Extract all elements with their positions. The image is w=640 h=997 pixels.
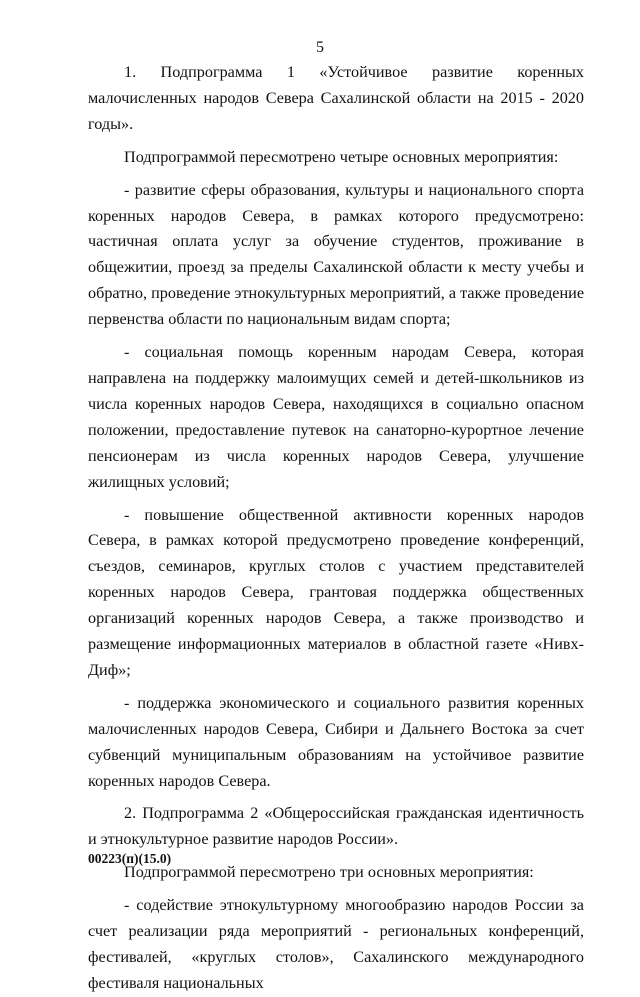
paragraph-subprogram-1-title: 1. Подпрограмма 1 «Устойчивое развитие коренных малочисленных народов Севера Сахалинской области на 2015 - 2020 годы». [88,63,584,133]
paragraph-measures-count-2: Подпрограммой пересмотрено три основных мероприятия: [124,863,534,882]
document-code: 00223(п)(15.0) [88,851,172,866]
paragraph-public-activity: - повышение общественной активности коренных народов Севера, в рамках которой предусмотрено проведение конференций, съездов, семинаров, круглых столов с участием представителей коренных народов Севера, грантовая поддержка общественных организаций коренных народов Севера, а также производство и размещение информационных материалов в областной газете «Нивх-Диф»; [88,505,584,679]
paragraph-subprogram-2-title: 2. Подпрограмма 2 «Общероссийская гражданская идентичность и этнокультурное развитие народов России». [88,804,584,849]
page-number: 5 [316,39,324,56]
paragraph-education-culture-sport: - развитие сферы образования, культуры и национального спорта коренных народов Севера, в рамках которого предусмотрено: частичная оплата услуг за обучение студентов, проживание в общежитии, проезд за пределы Сахалинской области к месту учебы и обратно, проведение этнокультурных мероприятий, а также проведение первенства области по национальным видам спорта; [88,180,584,329]
paragraph-ethnocultural-diversity: - содействие этнокультурному многообразию народов России за счет реализации ряда мероприятий - региональных конференций, фестивалей, «круглых столов», Сахалинского международного фестиваля национальных [88,896,584,992]
paragraph-economic-support: - поддержка экономического и социального развития коренных малочисленных народов Севера, Сибири и Дальнего Востока за счет субвенций муниципальным образованиям на устойчивое развитие коренных народов Севера. [88,693,584,790]
paragraph-measures-count-1: Подпрограммой пересмотрено четыре основных мероприятия: [124,147,559,166]
paragraph-social-assistance: - социальная помощь коренным народам Севера, которая направлена на поддержку малоимущих семей и детей-школьников из числа коренных народов Севера, находящихся в социально опасном положении, предоставление путевок на санаторно-курортное лечение пенсионерам из числа коренных народов Севера, улучшение жилищных условий; [88,343,584,491]
